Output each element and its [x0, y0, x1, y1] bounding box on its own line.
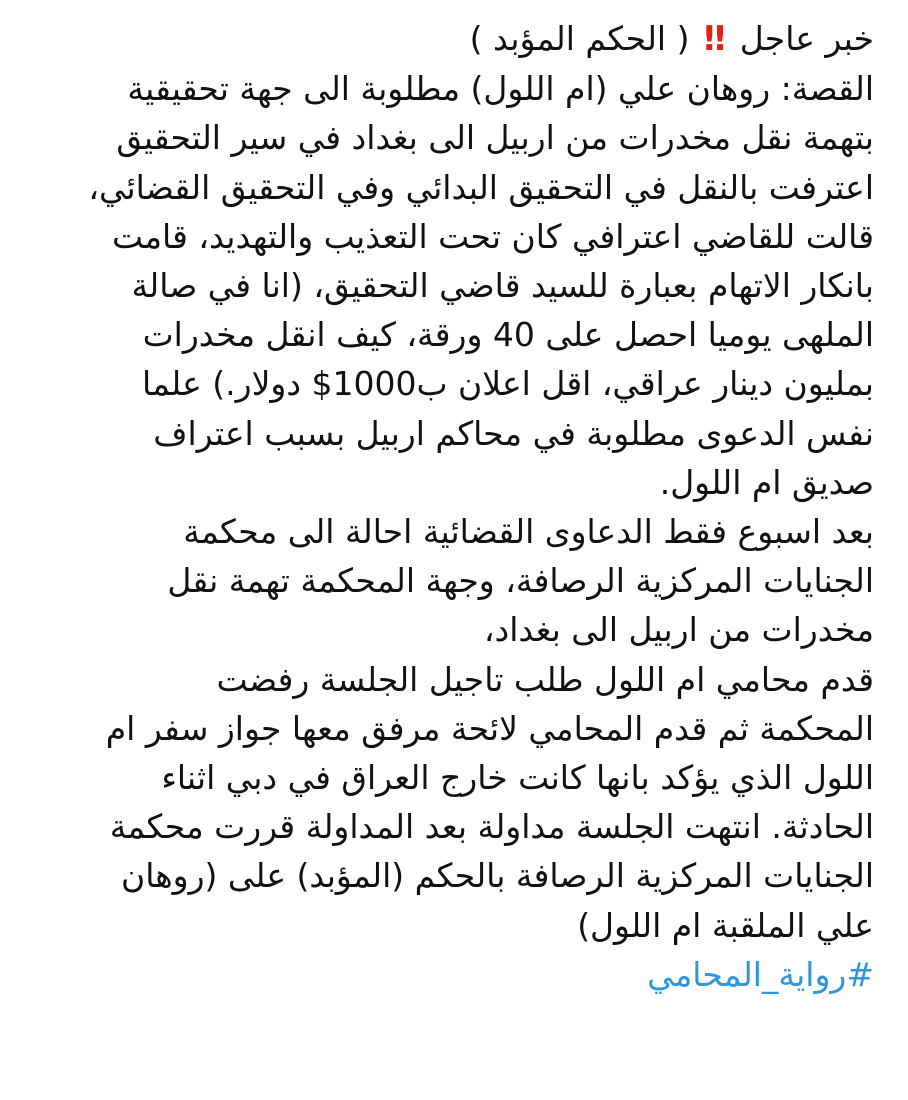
hashtag-link[interactable]: #رواية_المحامي: [647, 954, 874, 994]
post-body: [0, 14, 874, 999]
body-line: اللول الذي يؤكد بانها كانت خارج العراق في دبي اثناء: [161, 758, 874, 798]
double-exclamation-icon: ‼: [703, 19, 726, 59]
body-line: قالت للقاضي اعترافي كان تحت التعذيب والتهديد، قامت: [111, 216, 874, 256]
body-line: الملهى يوميا احصل على 40 ورقة، كيف انقل مخدرات: [142, 315, 874, 355]
body-line: بعد اسبوع فقط الدعاوى القضائية احالة الى محكمة: [183, 512, 874, 552]
body-line: اعترفت بالنقل في التحقيق البدائي وفي التحقيق القضائي،: [88, 167, 874, 207]
body-line: صديق ام اللول.: [659, 462, 874, 502]
headline-line: [0, 14, 874, 64]
body-line: مخدرات من اربيل الى بغداد،: [483, 610, 874, 650]
body-line: الحادثة. انتهت الجلسة مداولة بعد المداولة قررت محكمة: [109, 807, 874, 847]
body-line: بانكار الاتهام بعبارة للسيد قاضي التحقيق، (انا في صالة: [131, 266, 874, 306]
body-line: بتهمة نقل مخدرات من اربيل الى بغداد في سير التحقيق: [116, 118, 874, 158]
body-line: الجنايات المركزية الرصافة، وجهة المحكمة تهمة نقل: [167, 561, 874, 601]
body-line: بمليون دينار عراقي، اقل اعلان ب1000$ دولار.) علما: [142, 364, 874, 404]
body-line: قدم محامي ام اللول طلب تاجيل الجلسة رفضت: [216, 659, 874, 699]
body-line: المحكمة ثم قدم المحامي لائحة مرفق معها جواز سفر ام: [105, 708, 874, 748]
body-line: علي الملقبة ام اللول): [577, 905, 874, 945]
body-line: الجنايات المركزية الرصافة بالحكم (المؤبد) على (روهان: [120, 856, 874, 896]
body-line: القصة: روهان علي (ام اللول) مطلوبة الى جهة تحقيقية: [127, 69, 874, 109]
headline-prefix: خبر عاجل: [739, 19, 874, 58]
hashtag-line: [0, 950, 874, 999]
body-line: نفس الدعوى مطلوبة في محاكم اربيل بسبب اعتراف: [153, 413, 874, 453]
headline-suffix: ( الحكم المؤبد ): [469, 19, 690, 58]
